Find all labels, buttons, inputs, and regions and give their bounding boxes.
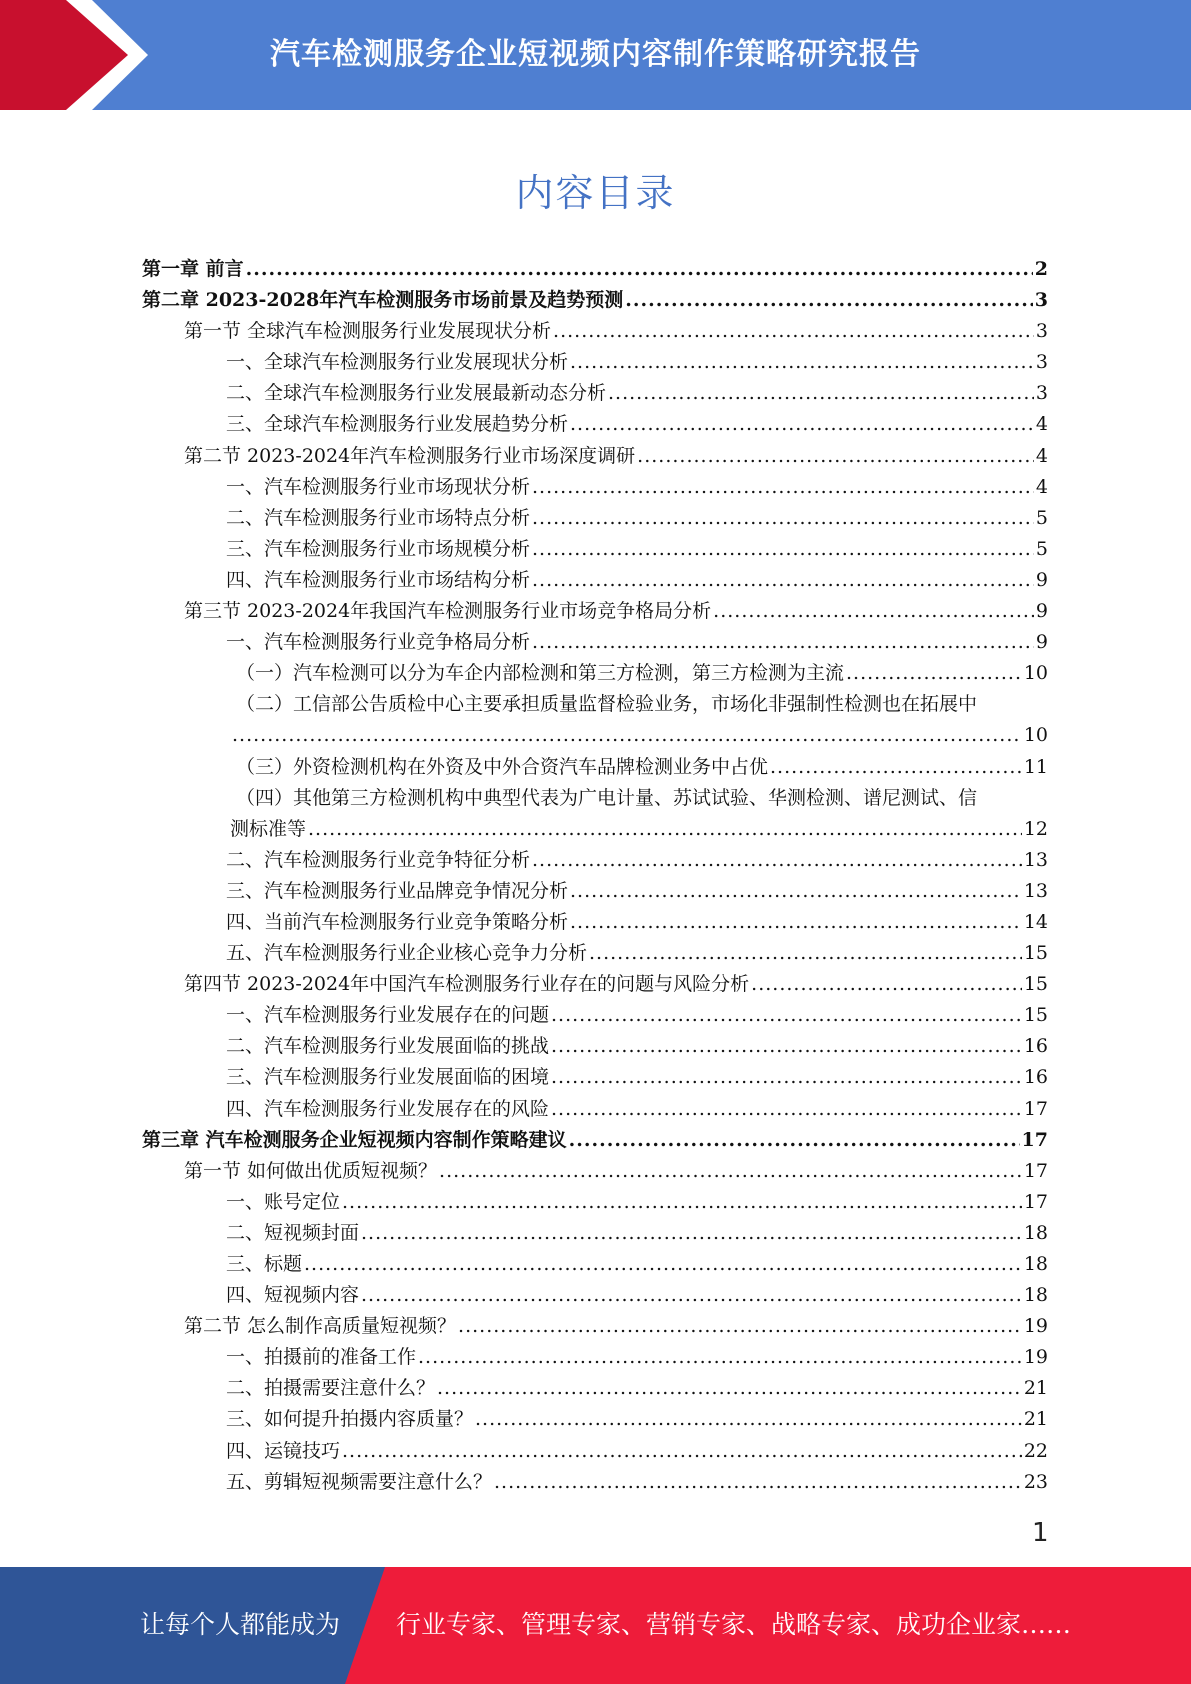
toc-leader-dots [494, 1467, 1022, 1498]
toc-entry-page: 5 [1035, 506, 1048, 529]
toc-leader-dots [532, 627, 1034, 658]
toc-entry-page: 3 [1035, 382, 1048, 405]
toc-entry[interactable] [142, 658, 1048, 689]
toc-entry-title: 第一节 全球汽车检测服务行业发展现状分析 [184, 320, 552, 343]
toc-entry[interactable] [142, 1280, 1048, 1311]
toc-entry-title: 第二节 怎么制作高质量短视频？ [184, 1315, 457, 1338]
toc-leader-dots [570, 907, 1022, 938]
toc-entry[interactable] [142, 1062, 1048, 1093]
toc-entry-title: （四）其他第三方检测机构中典型代表为广电计量、苏试试验、华测检测、谱尼测试、信 [236, 786, 978, 809]
toc-entry-title: 三、如何提升拍摄内容质量？ [226, 1408, 474, 1431]
toc-entry-title: 一、汽车检测服务行业市场现状分析 [226, 475, 531, 498]
toc-leader-dots [553, 316, 1034, 347]
toc-entry[interactable] [142, 409, 1048, 440]
toc-entry-page: 9 [1035, 568, 1048, 591]
toc-leader-dots [751, 969, 1022, 1000]
toc-entry[interactable] [142, 534, 1048, 565]
toc-entry[interactable] [142, 845, 1048, 876]
toc-entry[interactable] [142, 1404, 1048, 1435]
footer-slogan-left: 让每个人都能成为 [140, 1610, 341, 1639]
toc-entry[interactable] [142, 1125, 1048, 1156]
toc-entry-title: 三、标题 [226, 1253, 303, 1275]
toc-entry-page: 21 [1023, 1377, 1048, 1400]
toc-entry[interactable] [142, 1156, 1048, 1187]
toc-leader-dots [551, 1062, 1022, 1093]
toc-entry-page: 21 [1023, 1408, 1048, 1431]
toc-entry[interactable] [142, 969, 1048, 1000]
toc-entry-page: 15 [1023, 942, 1048, 965]
toc-entry-page: 22 [1023, 1439, 1048, 1462]
toc-entry-page: 13 [1023, 879, 1048, 902]
toc-entry-page: 17 [1023, 1097, 1048, 1120]
toc-entry[interactable] [142, 627, 1048, 658]
toc-entry-page: 5 [1035, 537, 1048, 560]
toc-entry-title: 第一章 前言 [142, 258, 244, 280]
page-number: 1 [1032, 1518, 1049, 1548]
toc-entry[interactable] [142, 876, 1048, 907]
toc-leader-dots [570, 347, 1034, 378]
toc-entry[interactable] [142, 1249, 1048, 1280]
toc-entry-title: （一）汽车检测可以分为车企内部检测和第三方检测，第三方检测为主流 [236, 662, 845, 685]
header-banner [0, 0, 1191, 110]
toc-entry-page: 9 [1035, 600, 1048, 623]
toc-leader-dots [608, 378, 1034, 409]
toc-entry-title: 一、账号定位 [226, 1190, 341, 1213]
toc-leader-dots [246, 254, 1033, 285]
toc-leader-dots [475, 1404, 1022, 1435]
toc-entry-page: 13 [1023, 848, 1048, 871]
toc-leader-dots [532, 565, 1034, 596]
toc-entry-title: 第一节 如何做出优质短视频？ [184, 1159, 438, 1182]
toc-leader-dots [625, 285, 1033, 316]
toc-entry[interactable] [142, 254, 1048, 285]
toc-entry-page: 4 [1035, 413, 1048, 436]
toc-entry-page: 16 [1023, 1066, 1048, 1089]
toc-entry-page: 23 [1023, 1470, 1048, 1493]
toc-entry-page: 3 [1034, 289, 1048, 312]
toc-entry-page: 4 [1035, 475, 1048, 498]
toc-entry-title: 二、汽车检测服务行业市场特点分析 [226, 506, 531, 529]
toc-entry[interactable] [142, 907, 1048, 938]
toc-entry[interactable] [142, 378, 1048, 409]
toc-entry-page: 17 [1021, 1128, 1048, 1151]
toc-leader-dots [232, 720, 1022, 751]
toc-leader-dots [551, 1000, 1022, 1031]
toc-entry-page: 19 [1023, 1315, 1048, 1338]
toc-entry[interactable] [142, 752, 1048, 783]
toc-entry[interactable] [142, 720, 1048, 751]
toc-leader-dots [439, 1156, 1022, 1187]
toc-entry-title: 四、汽车检测服务行业发展存在的风险 [226, 1097, 550, 1120]
toc-entry-page: 15 [1023, 973, 1048, 996]
toc-entry[interactable] [142, 1031, 1048, 1062]
toc-entry[interactable] [142, 1218, 1048, 1249]
toc-leader-dots [551, 1094, 1022, 1125]
toc-leader-dots [308, 814, 1022, 845]
report-title: 汽车检测服务企业短视频内容制作策略研究报告 [270, 37, 921, 72]
toc-entry-page: 10 [1023, 662, 1048, 685]
toc-leader-dots [361, 1218, 1022, 1249]
toc-entry-page: 14 [1023, 910, 1048, 933]
toc-entry[interactable] [142, 503, 1048, 534]
toc-entry-page: 11 [1023, 755, 1048, 778]
toc-entry-page: 18 [1023, 1221, 1048, 1244]
toc-entry-title: 三、汽车检测服务行业市场规模分析 [226, 537, 531, 560]
toc-entry-page: 10 [1023, 724, 1048, 747]
toc-entry-title: 二、汽车检测服务行业竞争特征分析 [226, 848, 531, 871]
toc-entry-page: 17 [1023, 1190, 1048, 1213]
toc-leader-dots [770, 752, 1022, 783]
toc-entry[interactable] [142, 1373, 1048, 1404]
toc-entry-title: 四、汽车检测服务行业市场结构分析 [226, 568, 531, 591]
toc-leader-dots [551, 1031, 1022, 1062]
toc-entry[interactable] [142, 938, 1048, 969]
footer-slogan-right: 行业专家、管理专家、营销专家、战略专家、成功企业家…… [396, 1610, 1072, 1639]
toc-entry[interactable] [142, 783, 1048, 814]
toc-entry[interactable] [142, 1000, 1048, 1031]
toc-entry-page: 16 [1023, 1035, 1048, 1058]
toc-entry-title: 三、全球汽车检测服务行业发展趋势分析 [226, 413, 569, 436]
toc-entry-title: 二、拍摄需要注意什么？ [226, 1377, 436, 1400]
toc-entry[interactable] [142, 565, 1048, 596]
toc-entry-title: 三、汽车检测服务行业品牌竞争情况分析 [226, 879, 569, 902]
toc-leader-dots [361, 1280, 1022, 1311]
toc-entry-page: 18 [1023, 1284, 1048, 1307]
toc-entry-title: 四、运镜技巧 [226, 1439, 341, 1462]
toc-entry-title: 二、短视频封面 [226, 1221, 360, 1244]
toc-entry-page: 2 [1034, 258, 1048, 280]
toc-entry-title: 第三章 汽车检测服务企业短视频内容制作策略建议 [142, 1128, 567, 1151]
toc-entry[interactable] [142, 1342, 1048, 1373]
toc-entry-page: 12 [1023, 817, 1048, 840]
toc-leader-dots [589, 938, 1022, 969]
toc-entry-title: 一、拍摄前的准备工作 [226, 1346, 417, 1369]
toc-leader-dots [532, 503, 1034, 534]
toc-entry[interactable] [142, 1311, 1048, 1342]
toc-entry-title: 第二节 2023-2024年汽车检测服务行业市场深度调研 [184, 444, 636, 467]
toc-entry-page: 15 [1023, 1004, 1048, 1027]
toc-entry[interactable] [142, 1467, 1048, 1498]
toc-heading: 内容目录 [515, 171, 676, 215]
toc-entry-page: 17 [1023, 1159, 1048, 1182]
toc-leader-dots [569, 1125, 1020, 1156]
toc-entry[interactable] [142, 814, 1048, 845]
toc-leader-dots [713, 596, 1034, 627]
toc-entry-page: 18 [1023, 1253, 1048, 1275]
toc-entry-title: 五、汽车检测服务行业企业核心竞争力分析 [226, 942, 588, 965]
toc-entry-title: 一、汽车检测服务行业发展存在的问题 [226, 1004, 550, 1027]
toc-entry-title: 第三节 2023-2024年我国汽车检测服务行业市场竞争格局分析 [184, 600, 712, 623]
toc-entry-page: 19 [1023, 1346, 1048, 1369]
toc-leader-dots [342, 1187, 1022, 1218]
toc-entry[interactable] [142, 1094, 1048, 1125]
toc-leader-dots [570, 409, 1034, 440]
toc-entry-page: 3 [1035, 320, 1048, 343]
toc-entry-title: 测标准等 [230, 817, 307, 840]
toc-entry[interactable] [142, 472, 1048, 503]
toc-entry[interactable] [142, 1187, 1048, 1218]
toc-entry[interactable] [142, 1436, 1048, 1467]
toc-leader-dots [304, 1249, 1022, 1280]
toc-entry[interactable] [142, 316, 1048, 347]
toc-entry[interactable] [142, 596, 1048, 627]
toc-entry-title: 三、汽车检测服务行业发展面临的困境 [226, 1066, 550, 1089]
toc-entry-title: 二、汽车检测服务行业发展面临的挑战 [226, 1035, 550, 1058]
toc-leader-dots [532, 472, 1034, 503]
toc-entry-title: 一、汽车检测服务行业竞争格局分析 [226, 631, 531, 654]
toc-entry-title: 四、当前汽车检测服务行业竞争策略分析 [226, 910, 569, 933]
toc-leader-dots [570, 876, 1022, 907]
toc-entry-title: 四、短视频内容 [226, 1284, 360, 1307]
toc-entry-page: 4 [1035, 444, 1048, 467]
toc-entry-title: 一、全球汽车检测服务行业发展现状分析 [226, 351, 569, 374]
toc-entry-page: 3 [1035, 351, 1048, 374]
toc-entry[interactable] [142, 689, 1048, 720]
toc-entry-title: （三）外资检测机构在外资及中外合资汽车品牌检测业务中占优 [236, 755, 769, 778]
toc-entry[interactable] [142, 285, 1048, 316]
toc-entry[interactable] [142, 347, 1048, 378]
toc-entry-title: 第四节 2023-2024年中国汽车检测服务行业存在的问题与风险分析 [184, 973, 750, 996]
toc-leader-dots [458, 1311, 1022, 1342]
toc-leader-dots [532, 845, 1022, 876]
toc-entry-title: （二）工信部公告质检中心主要承担质量监督检验业务，市场化非强制性检测也在拓展中 [236, 693, 978, 716]
toc-entry-title: 第二章 2023-2028年汽车检测服务市场前景及趋势预测 [142, 289, 624, 312]
footer-banner [0, 1567, 1191, 1684]
table-of-contents [142, 254, 1048, 1498]
toc-entry[interactable] [142, 441, 1048, 472]
toc-leader-dots [846, 658, 1022, 689]
toc-leader-dots [437, 1373, 1022, 1404]
toc-entry-title: 二、全球汽车检测服务行业发展最新动态分析 [226, 382, 607, 405]
toc-entry-title: 五、剪辑短视频需要注意什么？ [226, 1470, 493, 1493]
toc-entry-page: 9 [1035, 631, 1048, 654]
toc-leader-dots [418, 1342, 1022, 1373]
toc-leader-dots [637, 441, 1034, 472]
toc-leader-dots [532, 534, 1034, 565]
toc-leader-dots [342, 1436, 1022, 1467]
